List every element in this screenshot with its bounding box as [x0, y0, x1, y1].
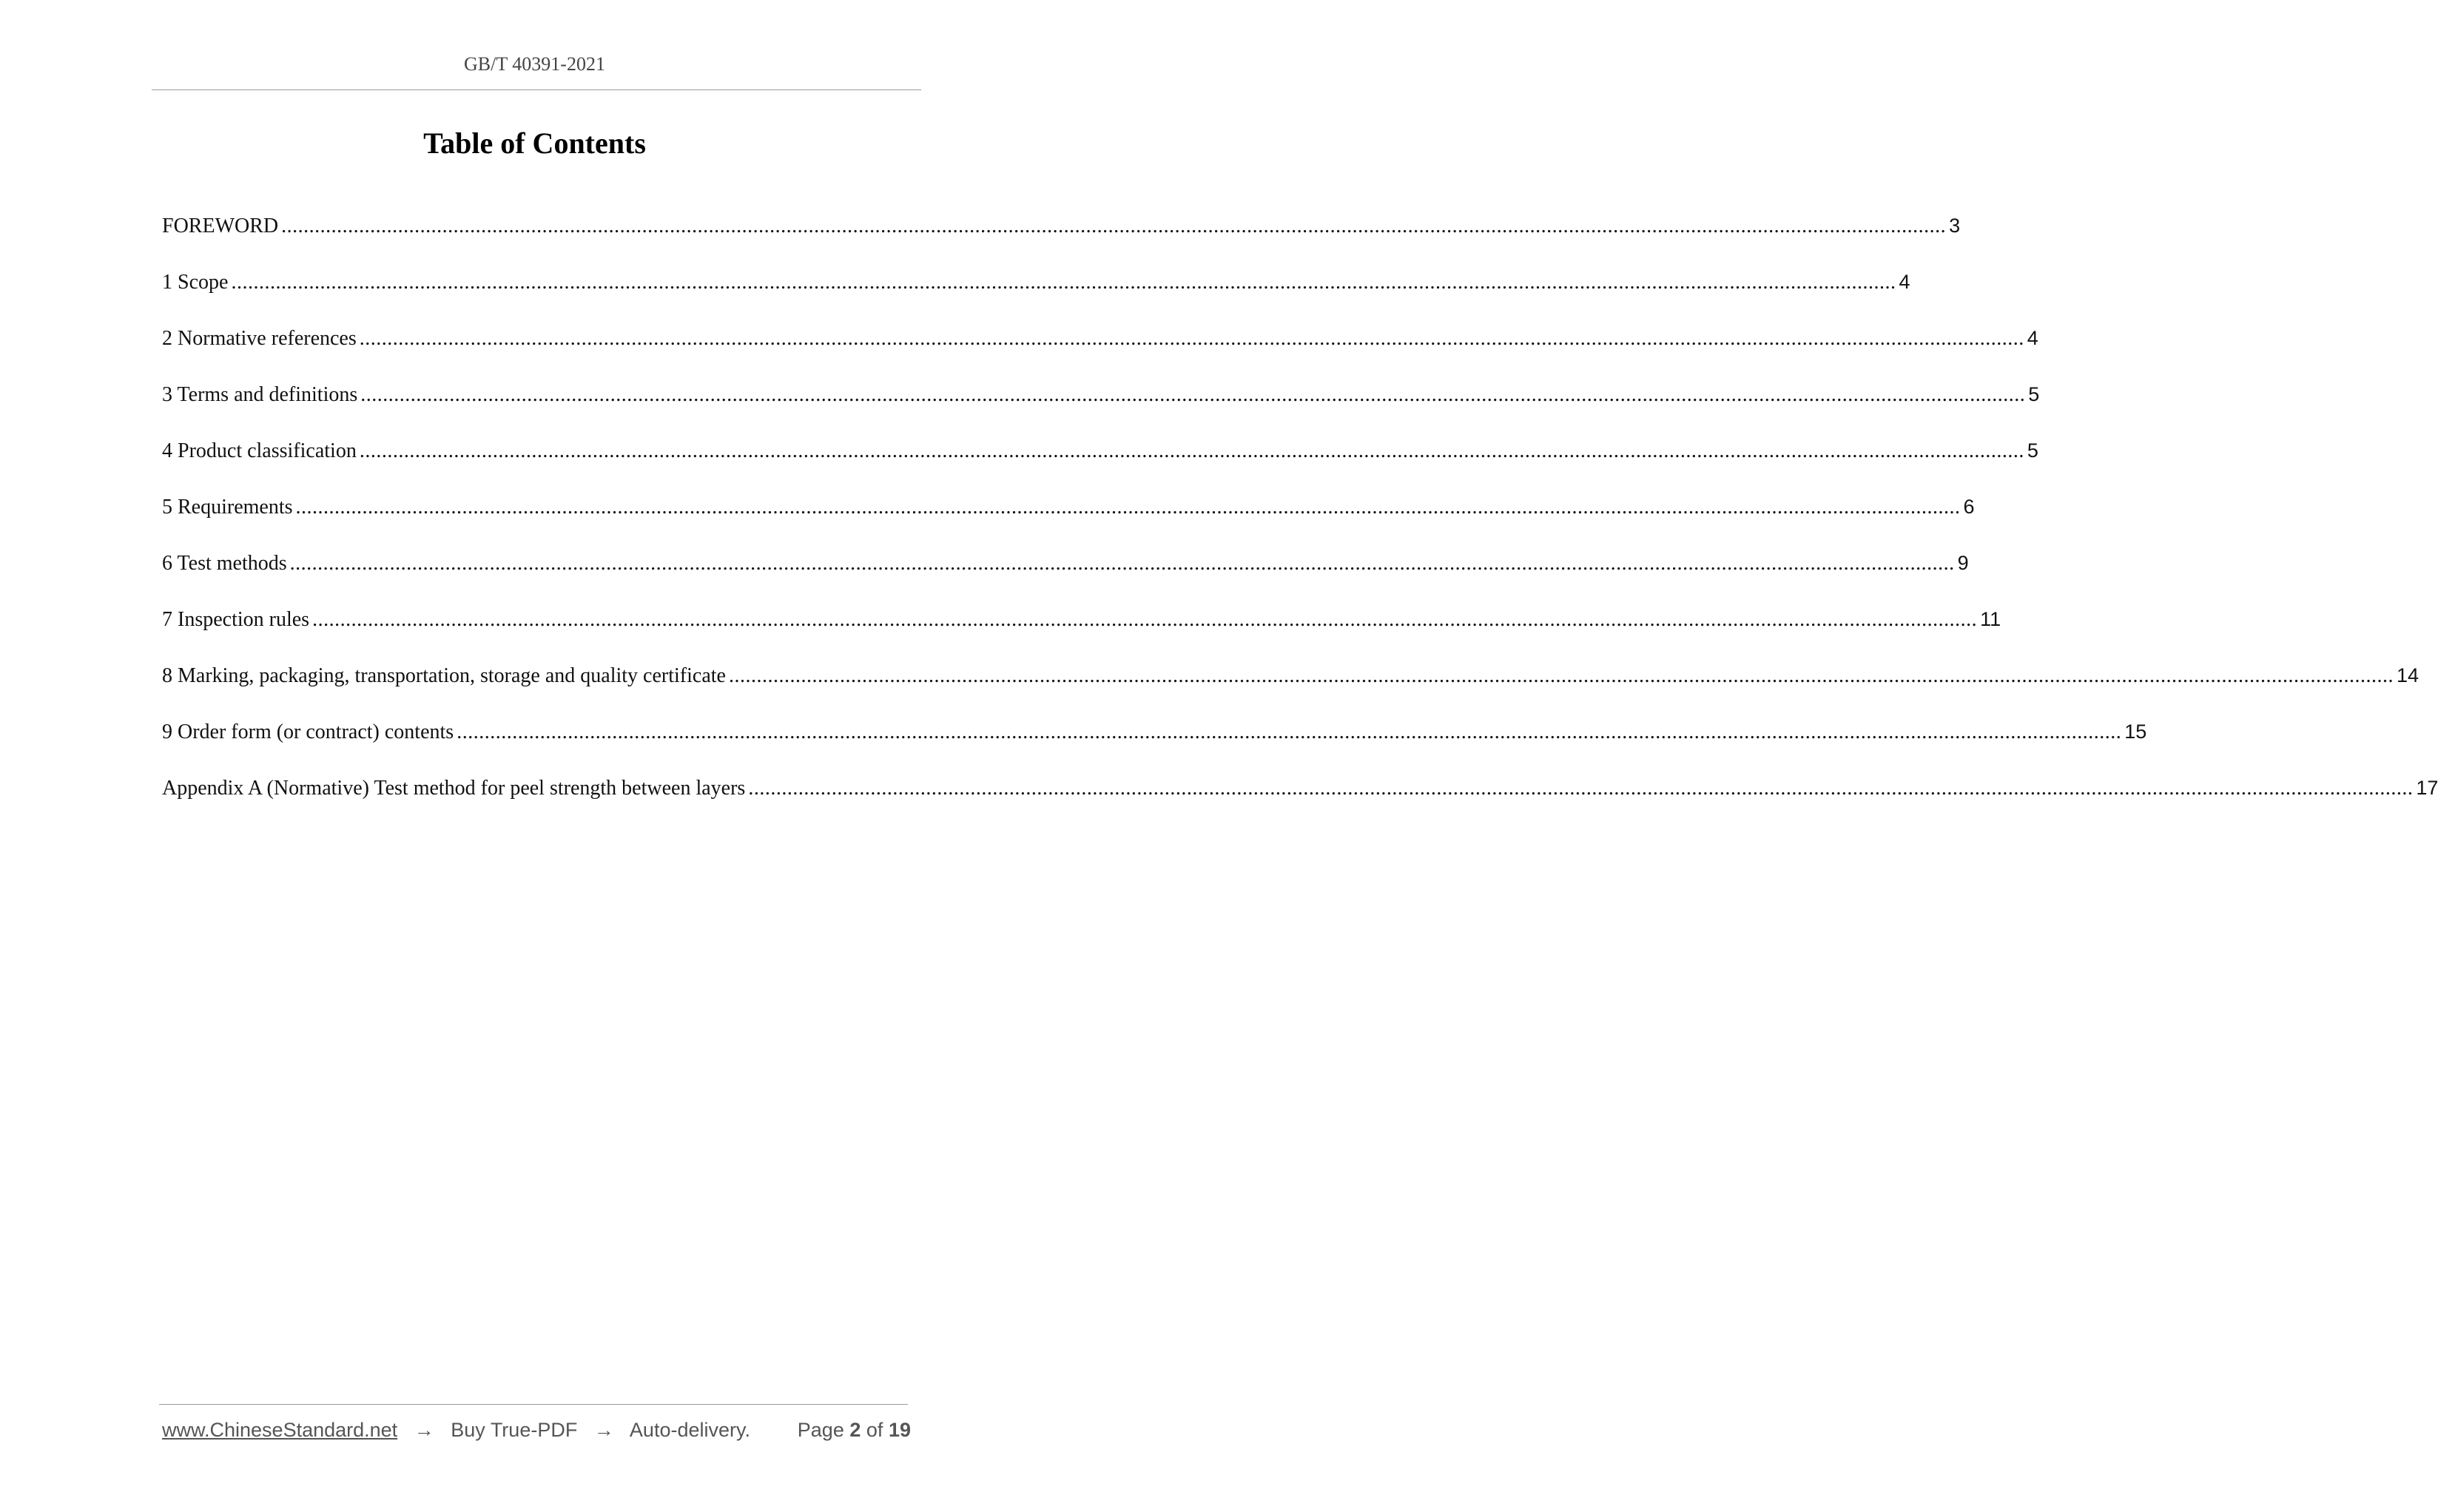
page-number-indicator: [798, 1419, 911, 1442]
toc-list: [162, 215, 2438, 833]
toc-entry-scope[interactable]: [162, 271, 1910, 327]
toc-entry-terms-definitions[interactable]: [162, 383, 2040, 439]
toc-leader-dots: ............................................................................................................................................................................................................................................................................................................: [231, 271, 1896, 294]
toc-leader-dots: ............................................................................................................................................................................................................................................................................................................: [360, 383, 2026, 406]
toc-leader-dots: ............................................................................................................................................................................................................................................................................................................: [281, 215, 1947, 237]
toc-entry-page: 3: [1949, 215, 1961, 237]
toc-entry-label: FOREWORD: [162, 215, 279, 237]
toc-leader-dots: ............................................................................................................................................................................................................................................................................................................: [359, 439, 2024, 462]
total-pages-number: 19: [888, 1419, 911, 1441]
toc-entry-label: 2 Normative references: [162, 327, 357, 350]
document-header-id: GB/T 40391-2021: [464, 53, 605, 75]
arrow-right-icon: →: [593, 1419, 614, 1441]
toc-entry-page: 4: [1899, 271, 1910, 293]
toc-entry-page: 15: [2124, 720, 2147, 743]
toc-entry-foreword[interactable]: [162, 215, 1961, 271]
toc-entry-normative-references[interactable]: [162, 327, 2038, 383]
toc-leader-dots: ............................................................................................................................................................................................................................................................................................................: [359, 327, 2024, 350]
toc-leader-dots: ............................................................................................................................................................................................................................................................................................................: [728, 664, 2394, 687]
buy-true-pdf-text: Buy True-PDF: [451, 1419, 578, 1441]
current-page-number: 2: [849, 1419, 861, 1441]
toc-entry-page: 5: [2028, 383, 2040, 405]
toc-entry-page: 6: [1963, 496, 1975, 518]
toc-entry-test-methods[interactable]: [162, 552, 1969, 608]
toc-entry-label: 1 Scope: [162, 271, 229, 294]
toc-title: Table of Contents: [423, 126, 646, 160]
toc-entry-page: 17: [2416, 777, 2438, 799]
footer-promo: [162, 1419, 750, 1442]
toc-entry-page: 4: [2027, 327, 2038, 349]
toc-entry-inspection-rules[interactable]: [162, 608, 2001, 664]
toc-leader-dots: ............................................................................................................................................................................................................................................................................................................: [748, 777, 2414, 800]
footer-divider: [159, 1404, 908, 1405]
site-link[interactable]: www.ChineseStandard.net: [162, 1419, 398, 1441]
toc-leader-dots: ............................................................................................................................................................................................................................................................................................................: [312, 608, 1978, 631]
toc-entry-appendix-a[interactable]: [162, 777, 2438, 833]
arrow-right-icon: →: [414, 1419, 434, 1441]
toc-entry-label: 7 Inspection rules: [162, 608, 310, 631]
toc-entry-label: 3 Terms and definitions: [162, 383, 358, 406]
toc-entry-label: 6 Test methods: [162, 552, 287, 575]
page-footer: [162, 1419, 911, 1442]
toc-leader-dots: ............................................................................................................................................................................................................................................................................................................: [289, 552, 1955, 575]
toc-entry-marking-packaging[interactable]: [162, 664, 2420, 720]
of-word: of: [866, 1419, 883, 1441]
toc-entry-label: Appendix A (Normative) Test method for peel strength between layers: [162, 777, 746, 800]
toc-entry-product-classification[interactable]: [162, 439, 2038, 496]
toc-entry-label: 9 Order form (or contract) contents: [162, 720, 454, 743]
toc-entry-label: 8 Marking, packaging, transportation, storage and quality certificate: [162, 664, 726, 687]
auto-delivery-text: Auto-delivery.: [629, 1419, 750, 1441]
toc-entry-label: 4 Product classification: [162, 439, 357, 462]
page-word: Page: [797, 1419, 844, 1441]
toc-entry-page: 9: [1957, 552, 1969, 574]
toc-entry-label: 5 Requirements: [162, 496, 293, 519]
toc-entry-page: 14: [2396, 664, 2420, 686]
toc-leader-dots: ............................................................................................................................................................................................................................................................................................................: [457, 720, 2122, 743]
toc-entry-page: 11: [1980, 608, 2001, 630]
toc-leader-dots: ............................................................................................................................................................................................................................................................................................................: [295, 496, 1961, 519]
toc-entry-order-form[interactable]: [162, 720, 2147, 777]
toc-entry-requirements[interactable]: [162, 496, 1975, 552]
toc-entry-page: 5: [2027, 439, 2038, 462]
